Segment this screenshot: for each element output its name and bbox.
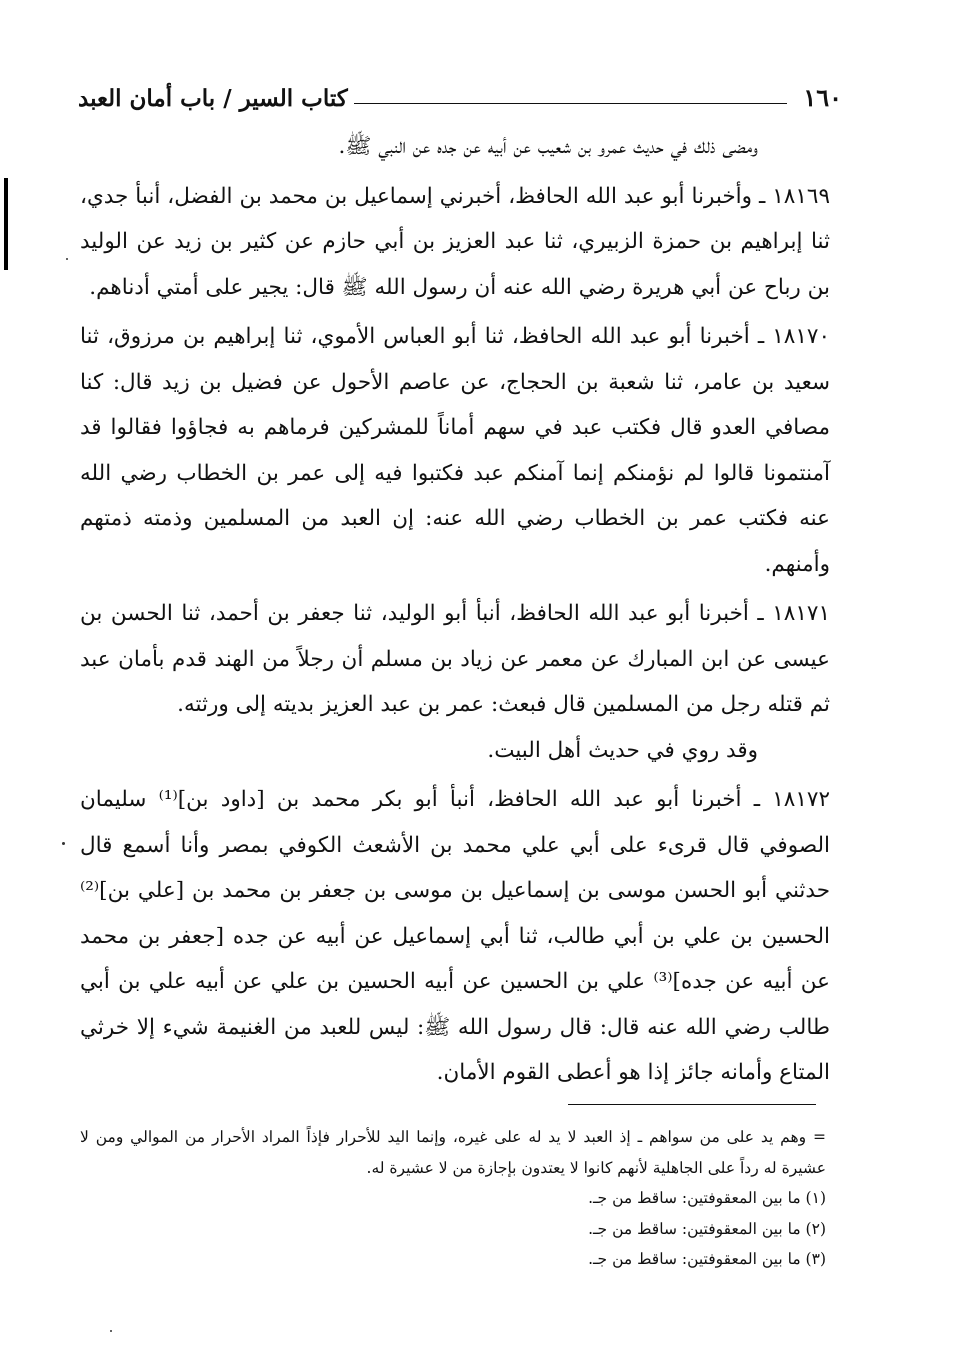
scan-speck [66, 258, 68, 260]
scan-speck [62, 842, 65, 845]
footnote-2: (٢) ما بين المعقوفتين: ساقط من جـ. [588, 1219, 826, 1238]
hadith-18171: ١٨١٧١ ـ أخبرنا أبو عبد الله الحافظ، أنبأ أبو الوليد، ثنا جعفر بن أحمد، ثنا الحسن بن عيسى عن ابن المبارك عن معمر عن زياد بن مسلم أن رجلاً من الهند قدم بأمان عبد ثم قتله رجل من المسلمين قال فبعث: عمر بن عبد العزيز بديته إلى ورثته. [80, 601, 830, 717]
scan-speck [110, 1330, 112, 1332]
footnote-3: (٣) ما بين المعقوفتين: ساقط من جـ. [588, 1250, 826, 1268]
footnote-rule [568, 1104, 816, 1105]
running-header [78, 78, 842, 112]
hadith-18172: ١٨١٧٢ ـ أخبرنا أبو عبد الله الحافظ، أنبأ أبو بكر محمد بن [داود بن]⁽¹⁾ سليمان الصوفي قال قرىء على أبي علي محمد بن الأشعث الكوفي بمصر وأنا أسمع قال حدثني أبو الحسن موسى بن إسماعيل بن موسى بن جعفر بن محمد بن [علي بن]⁽²⁾ الحسين بن علي بن أبي طالب، ثنا أبي إسماعيل عن أبيه عن جده [جعفر بن محمد عن أبيه عن جده]⁽³⁾ علي بن الحسين عن أبيه الحسين بن علي عن أبيه علي بن أبي طالب رضي الله عنه قال: قال رسول الله ﷺ: ليس للعبد من الغنيمة شيء إلا خرثي المتاع وأمانه جائز إذا هو أعطى القوم الأمان. [80, 787, 831, 1085]
scan-edge-mark [4, 178, 8, 270]
paragraph-ahl-al-bayt: وقد روي في حديث أهل البيت. [487, 737, 758, 763]
footnote-continuation: = وهم يد على من سواهم ـ إذ العبد لا يد له على غيره، وإنما اليد للأحرار فإذاً المراد الأحرار من الموالي ومن لا عشيرة له رداً على الجاهلية لأنهم كانوا لا يعتدون بإجازة من لا عشيرة له. [80, 1128, 826, 1177]
footnotes [80, 1122, 826, 1275]
page-number: ١٦٠ [803, 83, 842, 112]
paragraph-intro: ومضى ذلك في حديث عمرو بن شعيب عن أبيه عن جده عن النبي ﷺ. [338, 134, 758, 159]
hadith-18170: ١٨١٧٠ ـ أخبرنا أبو عبد الله الحافظ، ثنا أبو العباس الأموي، ثنا إبراهيم بن مرزوق، ثنا سعيد بن عامر، ثنا شعبة بن الحجاج، عن عاصم الأحول عن فضيل بن زيد قال: كنا مصافي العدو قال فكتب عبد في سهم أماناً للمشركين فرماهم به فجاؤوا فقالوا قد آمنتمونا قالوا لم نؤمنكم إنما آمنكم عبد فكتبوا فيه إلى عمر بن الخطاب رضي الله عنه فكتب عمر بن الخطاب رضي الله عنه: إن العبد من المسلمين وذمته ذمتهم وأمنهم. [80, 324, 830, 577]
header-rule [354, 103, 788, 104]
hadith-18169: ١٨١٦٩ ـ وأخبرنا أبو عبد الله الحافظ، أخبرني إسماعيل بن محمد بن الفضل، أنبأ جدي، ثنا إبراهيم بن حمزة الزبيري، ثنا عبد العزيز بن أبي حازم عن كثير بن زيد عن الوليد بن رباح عن أبي هريرة رضي الله عنه أن رسول الله ﷺ قال: يجير على أمتي أدناهم. [80, 183, 830, 300]
running-title: كتاب السير / باب أمان العبد [78, 85, 348, 112]
main-text [80, 124, 830, 1096]
footnote-1: (١) ما بين المعقوفتين: ساقط من جـ. [588, 1189, 826, 1207]
